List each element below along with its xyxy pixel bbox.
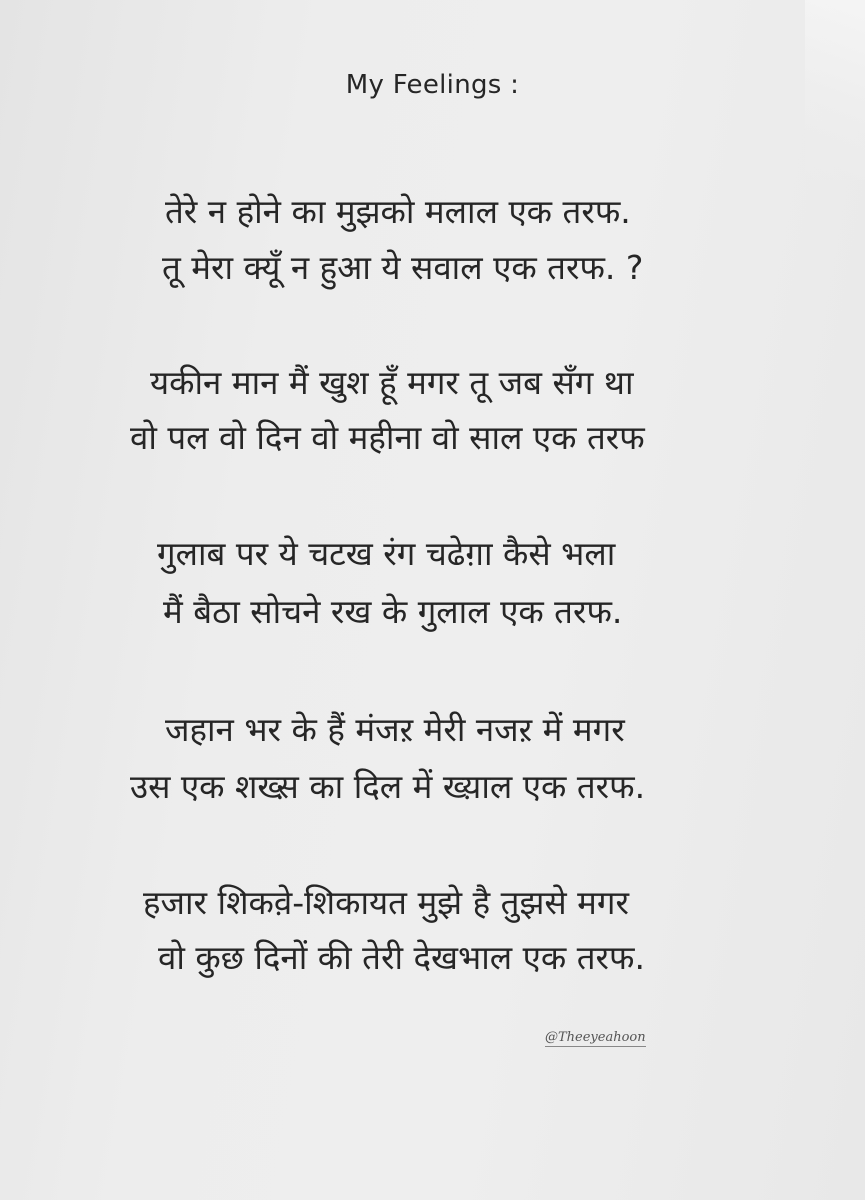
poem-line: जहान भर के हैं मंजऱ मेरी नजऱ में मगर: [165, 710, 625, 749]
author-signature: @Theeyeahoon: [545, 1030, 646, 1045]
poem-line: तू मेरा क्यूँ न हुआ ये सवाल एक तरफ. ?: [162, 248, 644, 287]
poem-line: मैं बैठा सोचने रख के गुलाल एक तरफ.: [163, 592, 623, 631]
poem-line: वो कुछ दिनों की तेरी देखभाल एक तरफ.: [158, 938, 645, 977]
poem-line: उस एक शख्स़ का दिल में ख्य़ाल एक तरफ.: [130, 767, 646, 806]
poem-title: My Feelings :: [345, 70, 520, 100]
poem-line: गुलाब पर ये चटख रंग चढेग़ा कैसे भला: [157, 534, 616, 573]
poem-line: वो पल वो दिन वो महीना वो साल एक तरफ: [130, 418, 645, 457]
poem-line: यकीन मान मैं खुश हूँ मगर तू जब सँग था: [150, 363, 634, 402]
poem-line: हजार शिकवे़-शिकायत मुझे है तुझसे मगर: [143, 883, 629, 922]
poem-line: तेरे न होने का मुझको मलाल एक तरफ.: [165, 192, 631, 231]
